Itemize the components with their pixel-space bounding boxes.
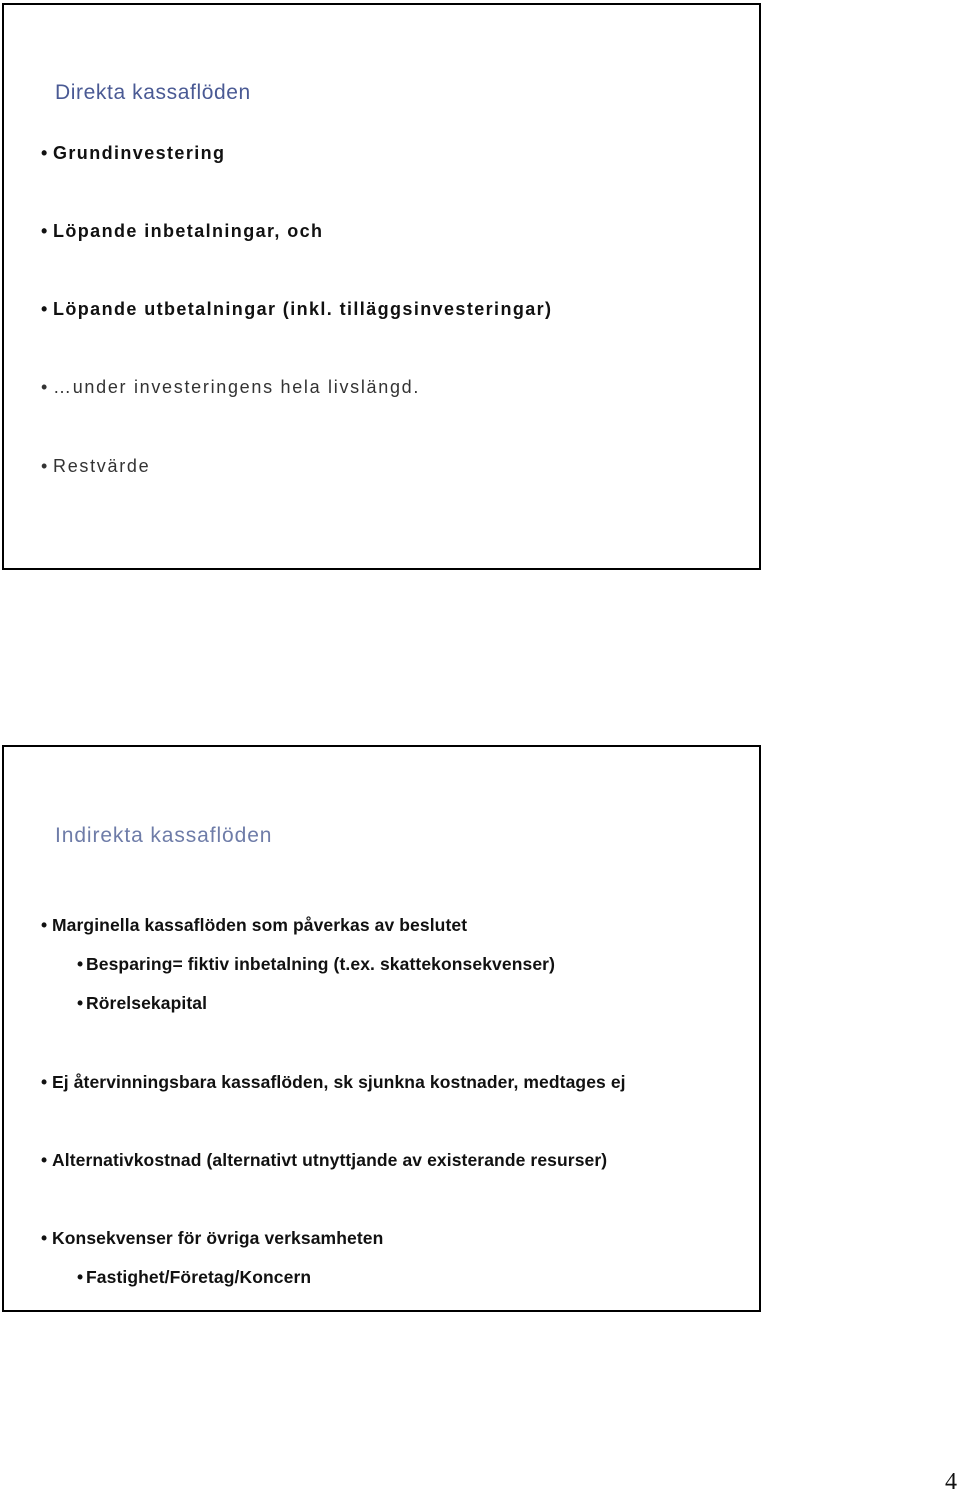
bullet-text: Löpande utbetalningar (inkl. tilläggsinvesteringar) xyxy=(53,299,553,319)
bullet-text: Grundinvestering xyxy=(53,143,226,163)
bullet-item xyxy=(41,1150,607,1171)
bullet-text: Konsekvenser för övriga verksamheten xyxy=(52,1228,384,1248)
bullet-item xyxy=(41,299,552,320)
bullet-dot-icon: • xyxy=(77,993,84,1013)
bullet-text: Besparing= fiktiv inbetalning (t.ex. skattekonsekvenser) xyxy=(86,954,556,974)
bullet-item xyxy=(41,1072,626,1093)
bullet-dot-icon: • xyxy=(41,377,50,397)
bullet-dot-icon: • xyxy=(77,954,84,974)
page-number: 4 xyxy=(945,1469,957,1495)
slide-direkta-kassafloden xyxy=(2,3,761,570)
bullet-item xyxy=(41,456,150,477)
bullet-dot-icon: • xyxy=(41,915,48,935)
bullet-dot-icon: • xyxy=(41,1150,48,1170)
bullet-dot-icon: • xyxy=(41,1072,48,1092)
bullet-dot-icon: • xyxy=(41,1228,48,1248)
sub-bullet-item xyxy=(77,954,555,975)
bullet-item xyxy=(41,377,420,398)
bullet-text: Ej återvinningsbara kassaflöden, sk sjunkna kostnader, medtages ej xyxy=(52,1072,626,1092)
bullet-text: Marginella kassaflöden som påverkas av beslutet xyxy=(52,915,468,935)
bullet-dot-icon: • xyxy=(41,456,50,476)
bullet-text: …under investeringens hela livslängd. xyxy=(53,377,421,397)
bullet-item xyxy=(41,143,225,164)
bullet-dot-icon: • xyxy=(41,143,49,163)
bullet-text: Löpande inbetalningar, och xyxy=(53,221,324,241)
bullet-text: Rörelsekapital xyxy=(86,993,208,1013)
slide-indirekta-kassafloden xyxy=(2,745,761,1312)
slide-title: Direkta kassaflöden xyxy=(55,81,251,104)
sub-bullet-item xyxy=(77,1267,311,1288)
bullet-text: Fastighet/Företag/Koncern xyxy=(86,1267,312,1287)
bullet-item xyxy=(41,221,323,242)
bullet-text: Alternativkostnad (alternativt utnyttjande av existerande resurser) xyxy=(52,1150,608,1170)
slide-title: Indirekta kassaflöden xyxy=(55,824,273,847)
sub-bullet-item xyxy=(77,993,207,1014)
bullet-item xyxy=(41,915,467,936)
bullet-text: Restvärde xyxy=(53,456,151,476)
bullet-dot-icon: • xyxy=(41,221,49,241)
bullet-dot-icon: • xyxy=(77,1267,84,1287)
bullet-item xyxy=(41,1228,383,1249)
bullet-dot-icon: • xyxy=(41,299,49,319)
